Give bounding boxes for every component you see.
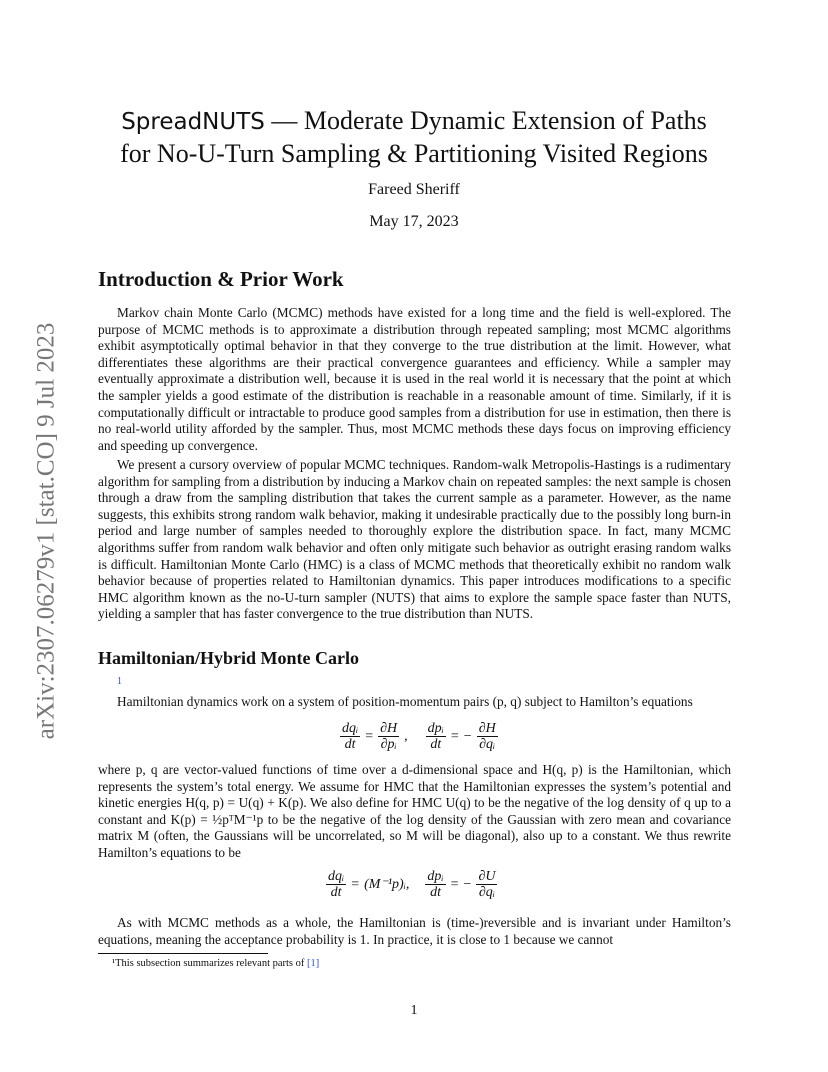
comma: , <box>404 728 408 744</box>
footnote-marker-link[interactable]: 1 <box>117 676 122 687</box>
minus-sign: − <box>463 876 472 892</box>
fraction: $\frac{\text{dqᵢ}}{dt}$ <box>328 869 345 900</box>
date: May 17, 2023 <box>369 213 459 230</box>
equation-hamilton <box>340 721 498 752</box>
paragraph-hmc-2: where p, q are vector-valued functions of time over a d-dimensional space and H(q, p) is the Hamiltonian, which represents the system’s total energy. We assume for HMC that the Hamiltonian expresses the system’s potential and kinetic energies H(q, p) = U(q) + K(p). We also define for HMC U(q) to be the negative of the log density of q up to a constant and K(p) = ½pᵀM⁻¹p to be the negative of the log density of the Gaussian with zero mean and covariance matrix M (often, the Gaussians will be uncorrelated, so M will be diagonal), also up to a constant. We thus rewrite Hamilton’s equations to be <box>98 762 731 860</box>
paragraph-hmc-3: As with MCMC methods as a whole, the Hamiltonian is (time-)reversible and is invariant under Hamilton’s equations, meaning the acceptance probability is 1. In practice, it is close to 1 because we cannot <box>98 915 731 947</box>
page-number: 1 <box>410 1003 418 1018</box>
citation-link[interactable]: [1] <box>307 958 320 969</box>
section-heading-intro: Introduction & Prior Work <box>98 267 344 291</box>
fraction: $\frac{\text{dpᵢ}}{dt}$ <box>427 721 444 752</box>
fraction: $\frac{\text{dqᵢ}}{dt}$ <box>342 721 359 752</box>
equals-sign: = <box>450 876 459 892</box>
title-line2: for No-U-Turn Sampling & Partitioning Visited Regions <box>120 139 708 168</box>
arxiv-identifier: arXiv:2307.06279v1 [stat.CO] 9 Jul 2023 <box>32 322 60 740</box>
equation-hamilton-rewritten <box>326 869 497 900</box>
title-prefix: SpreadNUTS <box>121 109 265 135</box>
minus-sign: − <box>463 728 472 744</box>
fraction: $\frac{\partial H}{\text{∂qᵢ}}$ <box>478 721 496 752</box>
fraction: $\frac{\partial H}{\text{∂pᵢ}}$ <box>380 721 398 752</box>
footnote-divider <box>98 953 268 954</box>
title-line1-rest: — Moderate Dynamic Extension of Paths <box>264 106 707 135</box>
equals-sign: = <box>365 728 374 744</box>
equation-term: (M⁻¹p)ᵢ, <box>364 877 410 892</box>
equals-sign: = <box>351 876 360 892</box>
paragraph-hmc-1: Hamiltonian dynamics work on a system of position-momentum pairs (p, q) subject to Hamilton’s equations <box>117 694 693 709</box>
paragraph-intro-2: We present a cursory overview of popular MCMC techniques. Random-walk Metropolis-Hastings is a rudimentary algorithm for sampling from a distribution by inducing a Markov chain on repeated samples: the next sample is chosen through a draw from the sampling distribution that takes the current sample as a parameter. However, as the name suggests, this exhibits strong random walk behavior, making it undesirable practically due to the possibly long burn-in period and large number of samples needed to thoroughly explore the distribution space. In fact, many MCMC algorithms suffer from random walk behavior and often only mitigate such behavior as outright erasing random walks is difficult. Hamiltonian Monte Carlo (HMC) is a class of MCMC methods that theoretically exhibit no random walk behavior because of properties related to Hamiltonian dynamics. This paper introduces modifications to a specific HMC algorithm known as the no-U-turn sampler (NUTS) that aims to explore the sample space faster than NUTS, yielding a sampler that has faster convergence to the true distribution than NUTS. <box>98 457 731 622</box>
section-heading-hmc: Hamiltonian/Hybrid Monte Carlo <box>98 648 359 668</box>
footnote-text: ¹This subsection summarizes relevant parts of <box>112 958 308 969</box>
fraction: $\frac{\text{dpᵢ}}{dt}$ <box>427 869 444 900</box>
author: Fareed Sheriff <box>368 181 460 198</box>
footnote <box>112 958 319 969</box>
paragraph-intro-1: Markov chain Monte Carlo (MCMC) methods have existed for a long time and the field is well-explored. The purpose of MCMC methods is to approximate a distribution through repeated sampling; most MCMC algorithms exhibit asymptotically optimal behavior in that they converge to the true distribution at the limit. However, what differentiates these algorithms are their practical convergence guarantees and efficiency. While a sampler may eventually approximate a distribution well, because it is used in the real world it is necessary that the point at which the sampler yields a good estimate of the distribution is reachable in a reasonable amount of time. Similarly, if it is computationally difficult or intractable to produce good samples from a distribution for use in estimation, then there is no real-world utility afforded by the sampler. Thus, most MCMC methods these days focus on improving efficiency and speeding up convergence. <box>98 305 731 453</box>
equals-sign: = <box>450 728 459 744</box>
fraction: $\frac{\partial U}{\text{∂qᵢ}}$ <box>478 869 496 900</box>
paper-title <box>96 105 732 169</box>
